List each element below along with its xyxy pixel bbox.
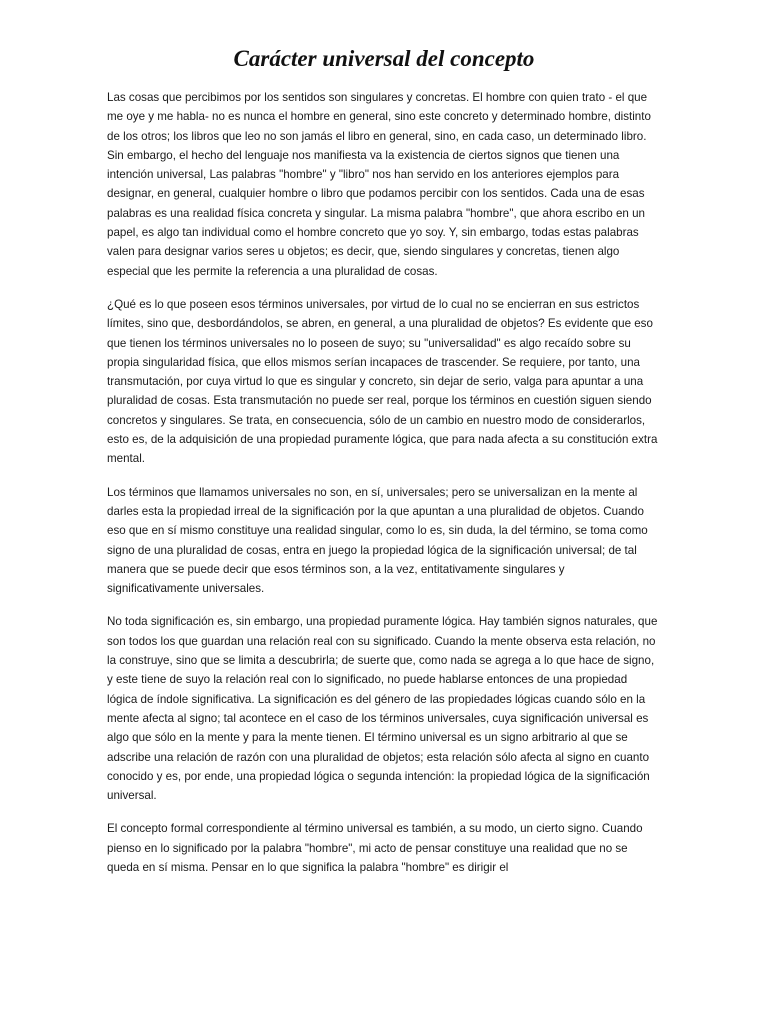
- paragraph-1: Las cosas que percibimos por los sentidos son singulares y concretas. El hombre con quien trato - el que me oye y me habla- no es nunca el hombre en general, sino este concreto y determinado hombre, distinto de los otros; los libros que leo no son jamás el libro en general, sino, en cada caso, un determinado libro. Sin embargo, el hecho del lenguaje nos manifiesta va la existencia de ciertos signos que tienen una intención universal, Las palabras "hombre" y "libro" nos han servido en los anteriores ejemplos para designar, en general, cualquier hombre o libro que podamos percibir con los sentidos. Cada una de esas palabras es una realidad física concreta y singular. La misma palabra "hombre", que ahora escribo en un papel, es algo tan individual como el hombre concreto que yo soy. Y, sin embargo, todas estas palabras valen para designar varios seres u objetos; es decir, que, siendo singulares y concretas, tienen algo especial que les permite la referencia a una pluralidad de cosas.: [107, 91, 651, 278]
- paragraph-2: ¿Qué es lo que poseen esos términos universales, por virtud de lo cual no se encierran en sus estrictos límites, sino que, desbordándolos, se abren, en general, a una pluralidad de objetos? Es evidente que eso que tienen los términos universales no lo poseen de suyo; su "universalidad" es algo recaído sobre su propia singularidad física, que ellos mismos serían incapaces de trascender. Se requiere, por tanto, una transmutación, por cuya virtud lo que es singular y concreto, sin dejar de serio, valga para apuntar a una pluralidad de cosas. Esta transmutación no puede ser real, porque los términos en cuestión siguen siendo concretos y singulares. Se trata, en consecuencia, sólo de un cambio en nuestro modo de considerarlos, esto es, de la adquisición de una propiedad puramente lógica, que para nada afecta a su constitución extra mental.: [107, 297, 658, 466]
- paragraph-3: Los términos que llamamos universales no son, en sí, universales; pero se universalizan en la mente al darles esta la propiedad irreal de la significación por la que apuntan a una pluralidad de objetos. Cuando eso que en sí mismo constituye una realidad singular, como lo es, sin duda, la del término, se toma como signo de una pluralidad de cosas, entra en juego la propiedad lógica de la significación universal; de tal manera que se puede decir que esos términos son, a la vez, entitativamente singulares y significativamente universales.: [107, 485, 648, 596]
- page-title: Carácter universal del concepto: [233, 46, 535, 71]
- paragraph-5: El concepto formal correspondiente al término universal es también, a su modo, un cierto signo. Cuando pienso en lo significado por la palabra "hombre", mi acto de pensar constituye una realidad que no se queda en sí misma. Pensar en lo que significa la palabra "hombre" es dirigir el: [107, 822, 643, 874]
- document-body: [107, 88, 659, 891]
- paragraph-4: No toda significación es, sin embargo, una propiedad puramente lógica. Hay también signos naturales, que son todos los que guardan una relación real con su significado. Cuando la mente observa esta relación, no la construye, sino que se limita a descubrirla; de suerte que, como nada se agrega a lo que hace de signo, y este tiene de suyo la relación real con lo significado, no puede hablarse entonces de una propiedad lógica de índole significativa. La significación es del género de las propiedades lógicas cuando sólo en la mente afecta al signo; tal acontece en el caso de los términos universales, cuya significación universal es algo que sólo en la mente y para la mente tienen. El término universal es un signo arbitrario al que se adscribe una relación de razón con una pluralidad de objetos; esta relación sólo afecta al signo en cuanto conocido y es, por ende, una propiedad lógica o segunda intención: la propiedad lógica de la significación universal.: [107, 615, 658, 803]
